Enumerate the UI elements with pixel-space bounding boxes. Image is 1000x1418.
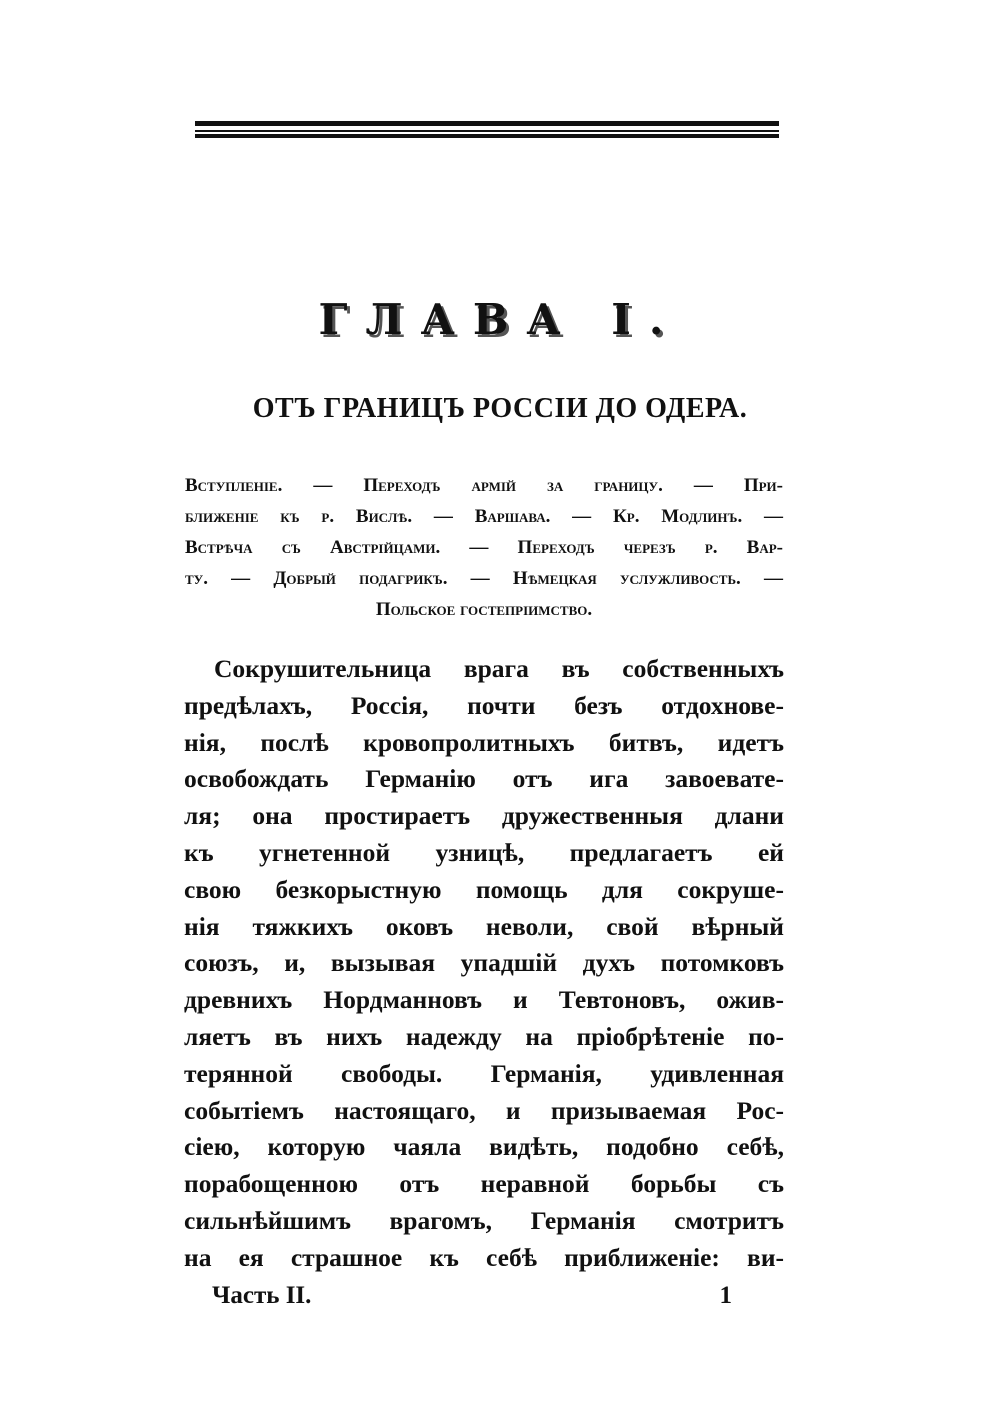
body-line: ля; она простираетъ дружественныя длани	[184, 801, 784, 831]
body-line: свою безкорыстную помощь для сокруше-	[184, 874, 784, 904]
summary-line: ту. — Добрый подагрикъ. — Нѣмецкая услужливость. —	[185, 568, 783, 589]
summary-line: Польское гостепріимство.	[375, 599, 593, 620]
body-line: терянной свободы. Германія, удивленная	[184, 1058, 784, 1088]
body-line: событіемъ настоящаго, и призываемая Рос-	[184, 1095, 784, 1125]
body-line: сіею, которую чаяла видѣть, подобно себѣ,	[184, 1132, 784, 1162]
summary-line: Вступленіе. — Переходъ армій за границу. — При-	[185, 475, 783, 496]
top-rule-thin	[195, 130, 779, 132]
page-number: 1	[719, 1282, 732, 1309]
body-line: древнихъ Нордманновъ и Тевтоновъ, ожив-	[184, 985, 784, 1015]
body-line: сильнѣйшимъ врагомъ, Германія смотритъ	[184, 1205, 784, 1235]
summary-line: Встрѣча съ Австрійцами. — Переходъ черезъ р. Вар-	[185, 537, 783, 558]
body-line: порабощенною отъ неравной борьбы съ	[184, 1169, 784, 1199]
top-rule-thick	[195, 121, 779, 126]
chapter-heading: ГЛАВА I.	[318, 295, 682, 344]
body-line: союзъ, и, вызывая упадшій духъ потомковъ	[184, 948, 784, 978]
chapter-summary	[185, 470, 783, 625]
body-line: освобождать Германію отъ ига завоевате-	[184, 764, 784, 794]
body-line: нія, послѣ кровопролитныхъ битвъ, идетъ	[184, 727, 784, 757]
part-label: Часть II.	[212, 1282, 312, 1309]
body-line: на ея страшное къ себѣ приближеніе: ви-	[184, 1242, 784, 1272]
body-text	[184, 651, 784, 1277]
body-line: ляетъ въ нихъ надежду на пріобрѣтеніе по-	[184, 1021, 784, 1051]
body-line: къ угнетенной узницѣ, предлагаетъ ей	[184, 837, 784, 867]
chapter-title: ОТЪ ГРАНИЦЪ РОССІИ ДО ОДЕРА.	[252, 393, 748, 424]
body-line: нія тяжкихъ оковъ неволи, свой вѣрный	[184, 911, 784, 941]
summary-line: ближеніе къ р. Вислѣ. — Варшава. — Кр. Модлинъ. —	[185, 506, 783, 527]
body-line: предѣлахъ, Россія, почти безъ отдохнове-	[184, 690, 784, 720]
top-rule-bottom	[195, 134, 779, 138]
body-line: Сокрушительница врага въ собственныхъ	[214, 654, 784, 683]
